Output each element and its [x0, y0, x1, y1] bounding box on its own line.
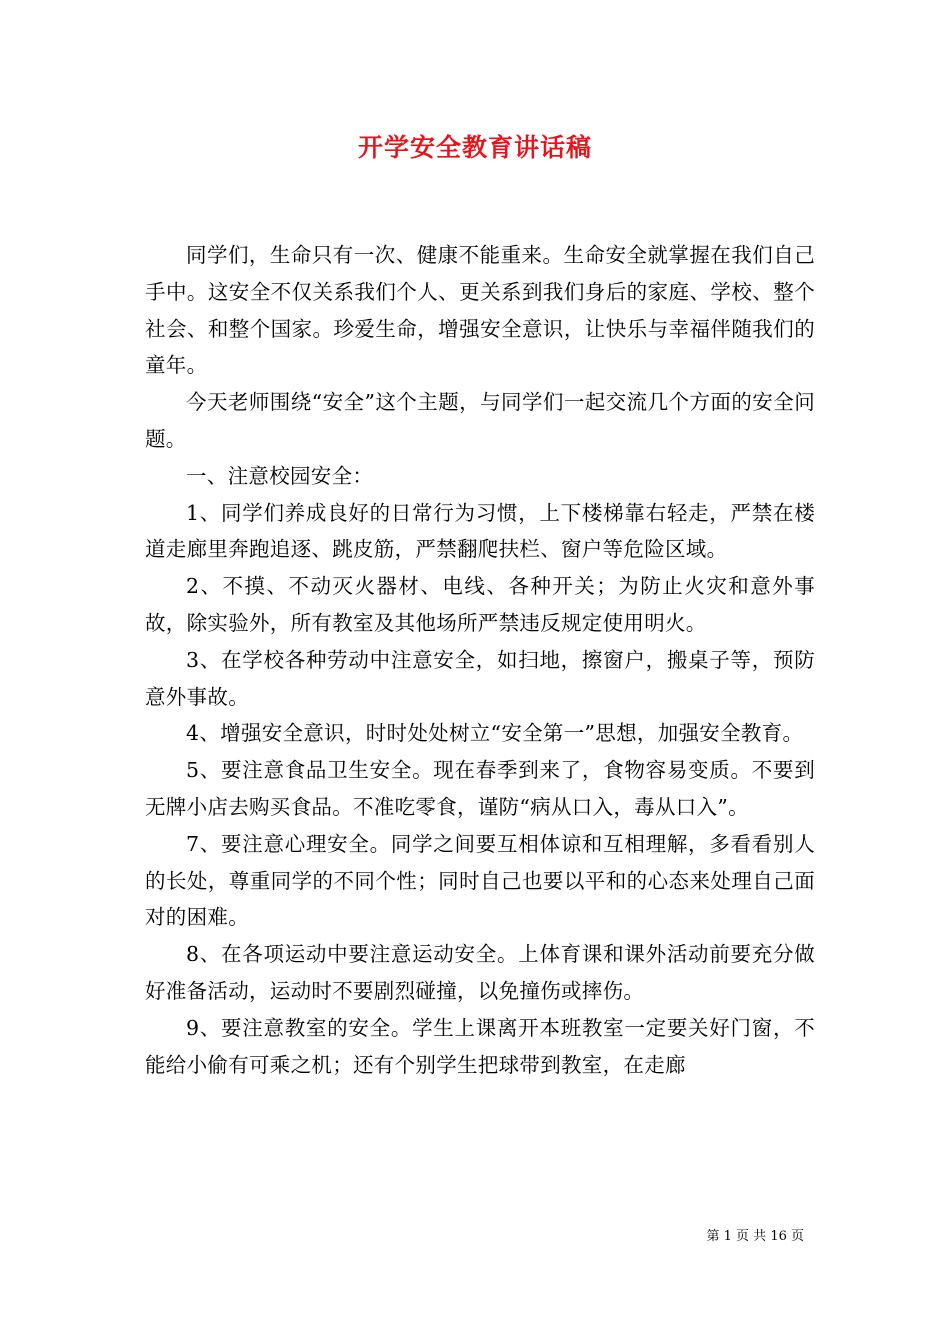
list-item: 2、不摸、不动灭火器材、电线、各种开关；为防止火灾和意外事故，除实验外，所有教室及其他场所严禁违反规定使用明火。	[145, 574, 815, 635]
list-item: 9、要注意教室的安全。学生上课离开本班教室一定要关好门窗，不能给小偷有可乘之机；还有个别学生把球带到教室，在走廊	[145, 1015, 815, 1077]
list-item: 4、增强安全意识，时时处处树立“安全第一”思想，加强安全教育。	[186, 721, 804, 746]
paragraph: 同学们，生命只有一次、健康不能重来。生命安全就掌握在我们自己手中。这安全不仅关系我们个人、更关系到我们身后的家庭、学校、整个社会、和整个国家。珍爱生命，增强安全意识，让快乐与幸福伴随我们的童年。	[145, 243, 815, 378]
list-item: 3、在学校各种劳动中注意安全，如扫地，擦窗户，搬桌子等，预防意外事故。	[145, 647, 815, 709]
page-number: 第 1 页 共 16 页	[706, 1229, 804, 1244]
document-body	[145, 237, 815, 1083]
list-item: 8、在各项运动中要注意运动安全。上体育课和课外活动前要充分做好准备活动，运动时不要剧烈碰撞，以免撞伤或摔伤。	[145, 942, 815, 1003]
document-title: 开学安全教育讲话稿	[357, 133, 592, 162]
list-item: 7、要注意心理安全。同学之间要互相体谅和互相理解，多看看别人的长处，尊重同学的不同个性；同时自己也要以平和的心态来处理自己面对的困难。	[145, 831, 815, 930]
list-item: 5、要注意食品卫生安全。现在春季到来了，食物容易变质。不要到无牌小店去购买食品。不准吃零食，谨防“病从口入，毒从口入”。	[145, 758, 815, 819]
section-heading: 一、注意校园安全：	[186, 463, 374, 488]
paragraph: 今天老师围绕“安全”这个主题，与同学们一起交流几个方面的安全问题。	[145, 390, 815, 451]
list-item: 1、同学们养成良好的日常行为习惯，上下楼梯靠右轻走，严禁在楼道走廊里奔跑追逐、跳皮筋，严禁翻爬扶栏、窗户等危险区域。	[145, 500, 815, 562]
